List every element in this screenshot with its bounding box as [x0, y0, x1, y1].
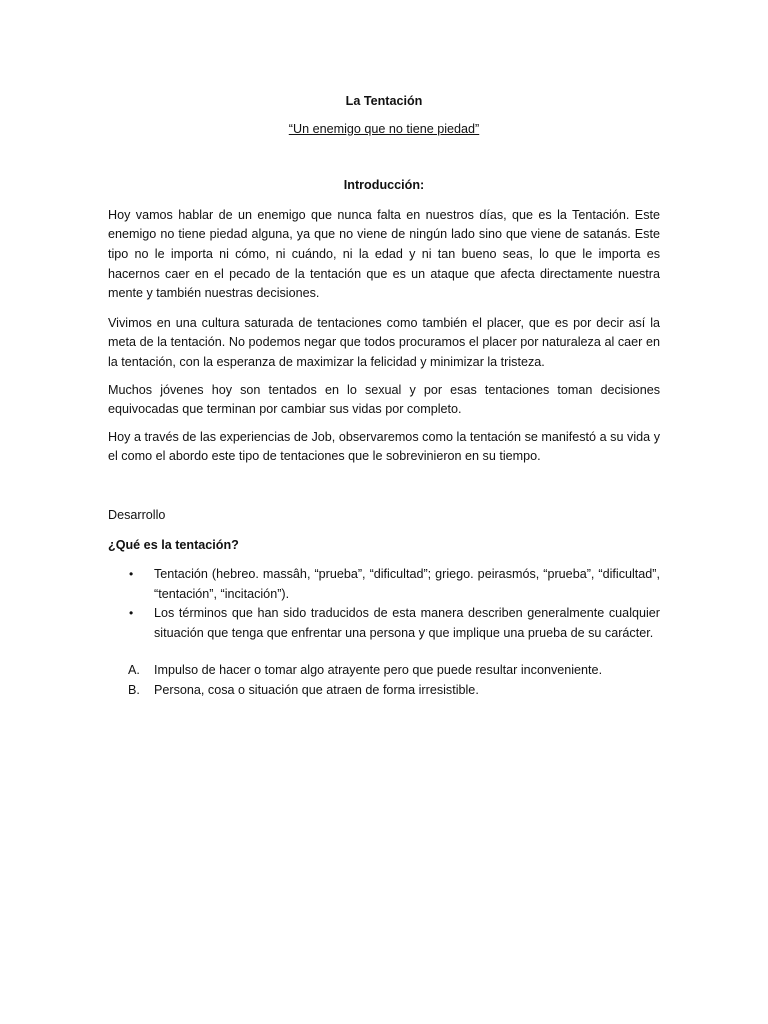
- definition-marker: A.: [128, 663, 140, 678]
- bullet-marker: •: [129, 567, 134, 582]
- definition-text: Persona, cosa o situación que atraen de forma irresistible.: [154, 683, 479, 698]
- definition-item: [108, 681, 660, 701]
- bullet-text: Los términos que han sido traducidos de esta manera describen generalmente cualquier situación que tenga que enfrentar una persona y que implique una prueba de su carácter.: [154, 606, 660, 640]
- bullet-text: Tentación (hebreo. massâh, “prueba”, “dificultad”; griego. peirasmós, “prueba”, “dificultad”, “tentación”, “incitación”).: [154, 567, 660, 601]
- bullet-marker: •: [129, 606, 134, 621]
- definition-text: Impulso de hacer o tomar algo atrayente pero que puede resultar inconveniente.: [154, 663, 603, 678]
- document-subtitle: “Un enemigo que no tiene piedad”: [288, 121, 480, 136]
- intro-paragraph-4: Hoy a través de las experiencias de Job, observaremos como la tentación se manifestó a su vida y el como el abordo este tipo de tentaciones que le sobrevinieron en su tiempo.: [108, 429, 660, 464]
- definition-item: [108, 661, 660, 681]
- bullet-item: [108, 604, 660, 643]
- definition-marker: B.: [128, 683, 140, 698]
- question-heading: ¿Qué es la tentación?: [108, 537, 239, 552]
- intro-heading: Introducción:: [343, 178, 425, 193]
- section-heading-desarrollo: Desarrollo: [108, 507, 166, 522]
- intro-paragraph-2: Vivimos en una cultura saturada de tentaciones como también el placer, que es por decir así la meta de la tentación. No podemos negar que todos procuramos el placer por naturaleza al caer en la tentación, con la esperanza de maximizar la felicidad y minimizar la tristeza.: [108, 315, 660, 369]
- document-body: [108, 92, 660, 701]
- definition-list: [108, 661, 660, 700]
- intro-paragraph-3: Muchos jóvenes hoy son tentados en lo sexual y por esas tentaciones toman decisiones equivocadas que terminan por cambiar sus vidas por completo.: [108, 382, 660, 417]
- bullet-list: [108, 565, 660, 643]
- bullet-item: [108, 565, 660, 604]
- document-title: La Tentación: [345, 94, 423, 108]
- intro-paragraph-1: Hoy vamos hablar de un enemigo que nunca falta en nuestros días, que es la Tentación. Este enemigo no tiene piedad alguna, ya que no viene de ningún lado sino que viene de satanás. Este tipo no le importa ni cómo, ni cuándo, ni la edad y ni tan bueno seas, lo que le importa es hacernos caer en el pecado de la tentación que es un ataque que afecta directamente nuestra mente y también nuestras decisiones.: [108, 207, 660, 301]
